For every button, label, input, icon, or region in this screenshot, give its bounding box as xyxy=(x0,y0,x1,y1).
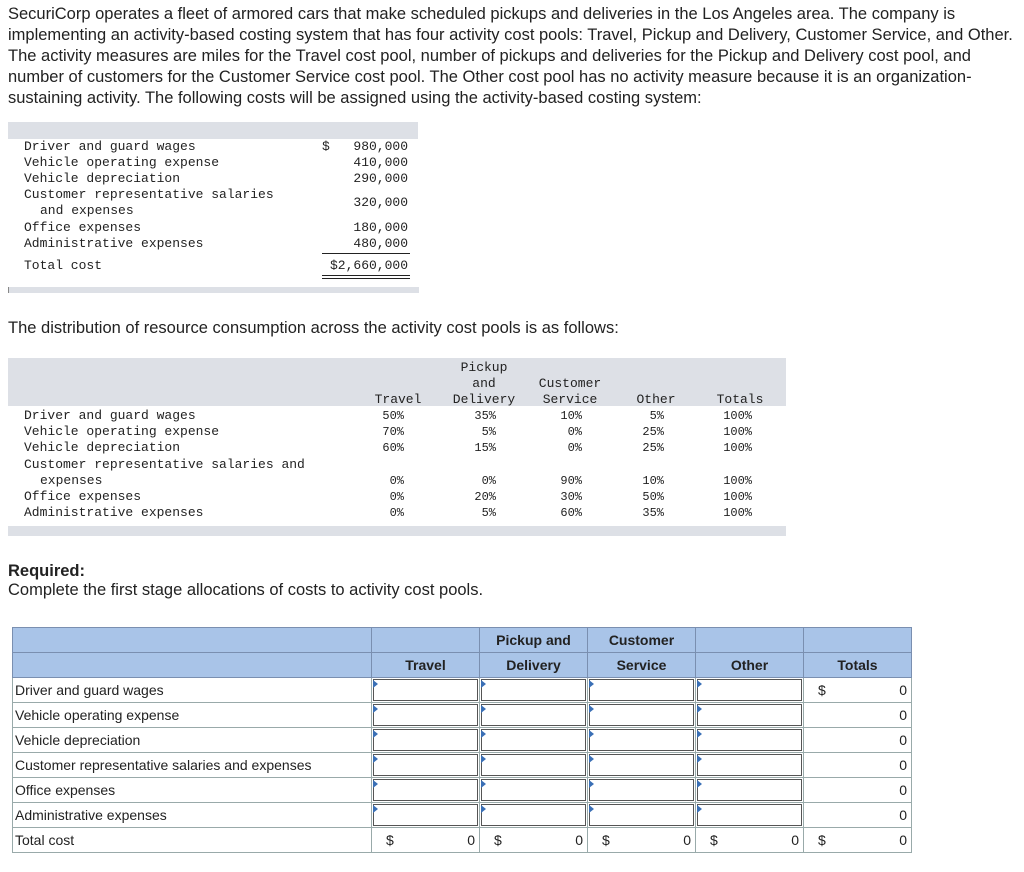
cost-label: Administrative expenses xyxy=(24,236,204,251)
dist-cell: 50% xyxy=(642,490,664,504)
row-total: 0 xyxy=(899,757,907,773)
travel-input[interactable] xyxy=(373,804,478,826)
col-header-totals-top xyxy=(804,628,912,653)
cost-value: 480,000 xyxy=(353,236,408,251)
travel-input[interactable] xyxy=(373,729,478,751)
grand-total: 0 xyxy=(899,832,907,848)
dist-cell: 100% xyxy=(723,506,752,520)
row-label: Administrative expenses xyxy=(13,803,372,828)
dist-cell: 20% xyxy=(474,490,496,504)
customer-service-input[interactable] xyxy=(589,704,694,726)
pickup-delivery-input[interactable] xyxy=(481,804,586,826)
required-instruction: Complete the first stage allocations of costs to activity cost pools. xyxy=(8,581,484,599)
row-label: Total cost xyxy=(13,828,372,853)
travel-input[interactable] xyxy=(373,779,478,801)
required-heading: Required: xyxy=(8,562,86,580)
row-label: Vehicle depreciation xyxy=(13,728,372,753)
currency-symbol: $ xyxy=(818,832,826,848)
other-input[interactable] xyxy=(697,754,802,776)
col-header: Delivery xyxy=(452,392,516,407)
row-label: Driver and guard wages xyxy=(13,678,372,703)
travel-input[interactable] xyxy=(373,704,478,726)
dist-cell: 100% xyxy=(723,490,752,504)
row-total: 0 xyxy=(899,807,907,823)
input-flag-icon xyxy=(697,730,702,738)
dist-cell: 0% xyxy=(567,441,582,455)
total-customer: 0 xyxy=(683,832,691,848)
dist-cell: 100% xyxy=(723,474,752,488)
col-header-travel-top xyxy=(372,628,480,653)
col-header: Customer xyxy=(538,376,602,391)
other-input[interactable] xyxy=(697,679,802,701)
other-input[interactable] xyxy=(697,729,802,751)
col-header-travel: Travel xyxy=(372,653,480,678)
currency-symbol: $ xyxy=(494,832,502,848)
table-row xyxy=(13,778,912,803)
total-rule-top xyxy=(322,275,410,276)
input-flag-icon xyxy=(589,780,594,788)
col-header-other: Other xyxy=(696,653,804,678)
dist-row-label: Customer representative salaries and xyxy=(24,457,305,472)
dist-cell: 10% xyxy=(560,409,582,423)
col-header-pickup: Pickup and xyxy=(480,628,588,653)
currency-symbol: $ xyxy=(322,139,330,154)
row-total: 0 xyxy=(899,707,907,723)
subtotal-rule xyxy=(322,253,410,254)
input-flag-icon xyxy=(589,805,594,813)
dist-cell: 100% xyxy=(723,425,752,439)
input-flag-icon xyxy=(697,705,702,713)
col-header: Other xyxy=(636,392,676,407)
input-flag-icon xyxy=(481,730,486,738)
other-input[interactable] xyxy=(697,704,802,726)
input-flag-icon xyxy=(589,705,594,713)
col-header: Pickup xyxy=(460,360,508,375)
dist-cell: 50% xyxy=(382,409,404,423)
currency-symbol: $ xyxy=(602,832,610,848)
pickup-delivery-input[interactable] xyxy=(481,729,586,751)
dist-cell: 5% xyxy=(481,425,496,439)
cost-value: 980,000 xyxy=(353,139,408,154)
dist-row-label: Vehicle operating expense xyxy=(24,424,220,439)
dist-cell: 5% xyxy=(481,506,496,520)
cost-label: Vehicle operating expense xyxy=(24,155,220,170)
dist-row-label: Driver and guard wages xyxy=(24,408,196,423)
cost-label: Office expenses xyxy=(24,220,142,235)
col-header-customer: Service xyxy=(588,653,696,678)
total-travel: 0 xyxy=(467,832,475,848)
cost-label: Customer representative salaries xyxy=(24,187,274,202)
input-flag-icon xyxy=(697,780,702,788)
dist-cell: 5% xyxy=(649,409,664,423)
table-row xyxy=(13,678,912,703)
input-flag-icon xyxy=(697,680,702,688)
input-flag-icon xyxy=(373,755,378,763)
dist-cell: 100% xyxy=(723,441,752,455)
col-header-pickup: Delivery xyxy=(480,653,588,678)
cost-label: Driver and guard wages xyxy=(24,139,196,154)
cost-label: Vehicle depreciation xyxy=(24,171,181,186)
distribution-title: The distribution of resource consumption across the activity cost pools is as follows: xyxy=(8,319,619,337)
col-header-other-top xyxy=(696,628,804,653)
dist-cell: 0% xyxy=(389,474,404,488)
cost-list xyxy=(8,122,418,294)
other-input[interactable] xyxy=(697,804,802,826)
total-cost-label: Total cost xyxy=(24,258,103,273)
col-header: Service xyxy=(542,392,598,407)
input-flag-icon xyxy=(589,755,594,763)
distribution-table xyxy=(8,358,786,536)
dist-cell: 35% xyxy=(642,506,664,520)
travel-input[interactable] xyxy=(373,754,478,776)
table-row xyxy=(13,703,912,728)
customer-service-input[interactable] xyxy=(589,779,694,801)
row-total: 0 xyxy=(899,732,907,748)
dist-cell: 60% xyxy=(560,506,582,520)
dist-cell: 30% xyxy=(560,490,582,504)
input-flag-icon xyxy=(373,705,378,713)
row-label: Vehicle operating expense xyxy=(13,703,372,728)
total-pickup: 0 xyxy=(575,832,583,848)
row-label: Customer representative salaries and expenses xyxy=(13,753,372,778)
header-blank xyxy=(13,653,372,678)
customer-service-input[interactable] xyxy=(589,679,694,701)
pickup-delivery-input[interactable] xyxy=(481,754,586,776)
row-label: Office expenses xyxy=(13,778,372,803)
total-other: 0 xyxy=(791,832,799,848)
travel-input[interactable] xyxy=(373,679,478,701)
row-total: 0 xyxy=(899,682,907,698)
allocation-answer-table xyxy=(12,627,912,853)
dist-cell: 70% xyxy=(382,425,404,439)
total-row xyxy=(13,828,912,853)
col-header: Travel xyxy=(374,392,422,407)
cost-value: 410,000 xyxy=(353,155,408,170)
pickup-delivery-input[interactable] xyxy=(481,704,586,726)
col-header-customer: Customer xyxy=(588,628,696,653)
dist-cell: 35% xyxy=(474,409,496,423)
input-flag-icon xyxy=(373,730,378,738)
col-header: and xyxy=(472,376,496,391)
input-flag-icon xyxy=(697,755,702,763)
input-flag-icon xyxy=(481,705,486,713)
customer-service-input[interactable] xyxy=(589,754,694,776)
total-rule-bottom xyxy=(322,278,410,279)
cost-value: 320,000 xyxy=(353,195,408,210)
dist-cell: 10% xyxy=(642,474,664,488)
cost-label: and expenses xyxy=(40,203,134,218)
dist-cell: 60% xyxy=(382,441,404,455)
input-flag-icon xyxy=(373,780,378,788)
dist-cell: 25% xyxy=(642,425,664,439)
dist-cell: 15% xyxy=(474,441,496,455)
dist-cell: 0% xyxy=(389,490,404,504)
input-flag-icon xyxy=(481,780,486,788)
section-divider xyxy=(8,287,419,293)
currency-symbol: $ xyxy=(710,832,718,848)
table-row xyxy=(13,803,912,828)
input-flag-icon xyxy=(589,730,594,738)
currency-symbol: $ xyxy=(386,832,394,848)
dist-cell: 100% xyxy=(723,409,752,423)
input-flag-icon xyxy=(373,680,378,688)
pickup-delivery-input[interactable] xyxy=(481,679,586,701)
dist-cell: 90% xyxy=(560,474,582,488)
table-row xyxy=(13,728,912,753)
customer-service-input[interactable] xyxy=(589,729,694,751)
pickup-delivery-input[interactable] xyxy=(481,779,586,801)
total-cost-value: $2,660,000 xyxy=(329,258,408,273)
dist-row-label: Office expenses xyxy=(24,489,142,504)
customer-service-input[interactable] xyxy=(589,804,694,826)
other-input[interactable] xyxy=(697,779,802,801)
dist-cell: 25% xyxy=(642,441,664,455)
header-blank xyxy=(13,628,372,653)
col-header-totals: Totals xyxy=(804,653,912,678)
dist-row-label: Administrative expenses xyxy=(24,505,204,520)
input-flag-icon xyxy=(589,680,594,688)
input-flag-icon xyxy=(481,680,486,688)
problem-intro: SecuriCorp operates a fleet of armored cars that make scheduled pickups and deliveries in the Los Angeles area. The company is implementing an activity-based costing system that has four activity cost pools: Travel, Pickup and Delivery, Customer Service, and Other. The activity measures are miles for the Travel cost pool, number of pickups and deliveries for the Pickup and Delivery cost pool, and number of customers for the Customer Service cost pool. The Other cost pool has no activity measure because it is an organization-sustaining activity. The following costs will be assigned using the activity-based costing system: xyxy=(8,5,1013,107)
input-flag-icon xyxy=(373,805,378,813)
dist-row-label: expenses xyxy=(40,473,103,488)
dist-cell: 0% xyxy=(481,474,496,488)
cost-value: 180,000 xyxy=(353,220,408,235)
cost-value: 290,000 xyxy=(353,171,408,186)
dist-row-label: Vehicle depreciation xyxy=(24,440,181,455)
input-flag-icon xyxy=(481,805,486,813)
table-row xyxy=(13,753,912,778)
input-flag-icon xyxy=(697,805,702,813)
dist-cell: 0% xyxy=(567,425,582,439)
currency-symbol: $ xyxy=(818,682,826,698)
dist-cell: 0% xyxy=(389,506,404,520)
col-header: Totals xyxy=(716,392,764,407)
input-flag-icon xyxy=(481,755,486,763)
row-total: 0 xyxy=(899,782,907,798)
